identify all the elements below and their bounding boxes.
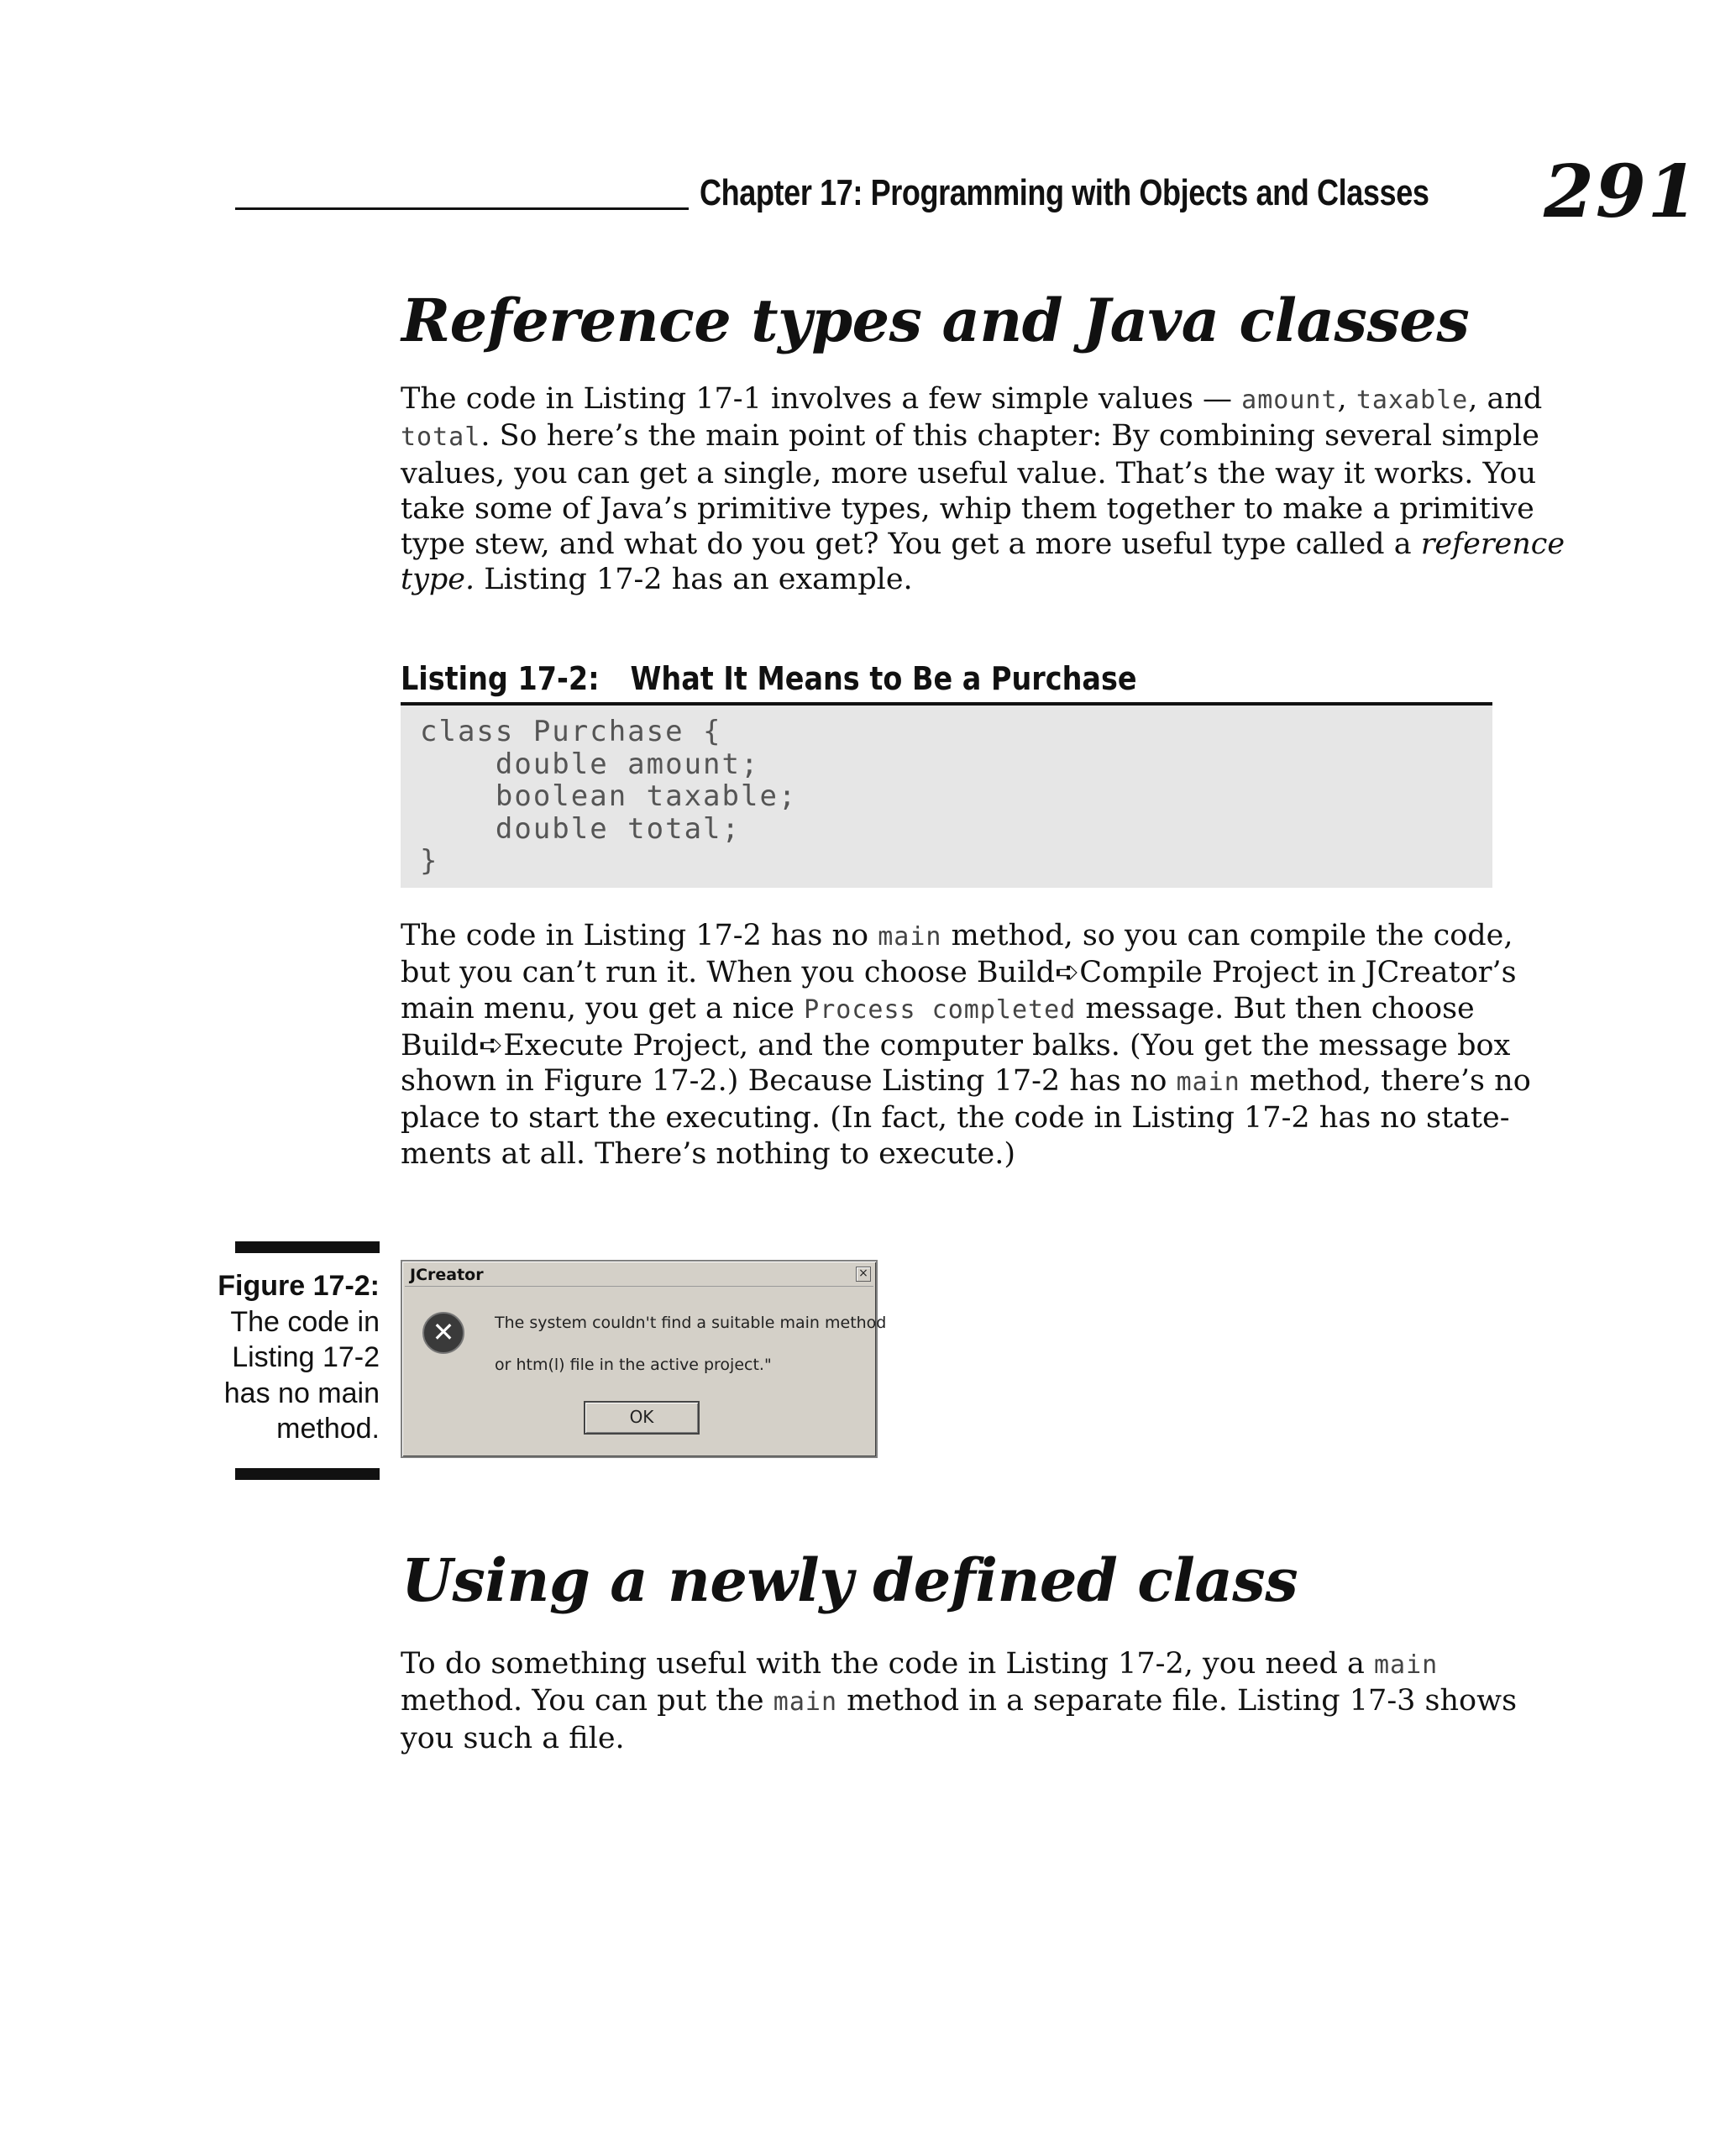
listing-label: Listing 17-2: [401, 660, 600, 697]
inline-code: taxable [1356, 386, 1469, 415]
text-line: take some of Java’s primitive types, whip them together to make a primitive [401, 491, 1534, 526]
inline-code: main [1176, 1068, 1240, 1098]
ok-button[interactable]: OK [584, 1401, 700, 1435]
italic-term: type. [401, 563, 475, 597]
text-line: type. Listing 17-2 has an example. [401, 563, 913, 597]
caption-line: method. [276, 1413, 380, 1445]
text-line: main menu, you get a nice Process completed message. But then choose [401, 991, 1475, 1026]
figure-caption-bar-bottom [235, 1468, 380, 1480]
inline-code: total [401, 422, 481, 453]
text-line: total. So here’s the main point of this chapter: By combining several simple [401, 419, 1539, 454]
dialog-title: JCreator [410, 1266, 484, 1284]
code-listing: class Purchase { double amount; boolean taxable; double total; } [420, 715, 798, 878]
caption-line: has no main [223, 1377, 380, 1409]
figure-caption-bar-top [235, 1241, 380, 1253]
caption-line: The code in [230, 1305, 380, 1338]
inline-code: main [773, 1687, 838, 1718]
inline-code: main [1373, 1650, 1439, 1680]
error-dialog-screenshot [401, 1260, 887, 1458]
listing-title-text: What It Means to Be a Purchase [630, 660, 1137, 697]
page-number: 291 [1544, 150, 1700, 234]
caption-line: Listing 17-2 [232, 1341, 380, 1373]
text-line: you such a file. [401, 1721, 625, 1755]
text-line: type stew, and what do you get? You get a more useful type called a reference [401, 527, 1565, 562]
text-line: The code in Listing 17-1 involves a few simple values — amount, taxable, and [401, 382, 1543, 416]
dialog-message-line: The system couldn't find a suitable main method [495, 1314, 887, 1332]
paragraph-using-class [401, 1646, 1518, 1756]
italic-term: reference [1420, 527, 1565, 562]
paragraph-reference-types [401, 381, 1565, 598]
figure-caption [202, 1268, 380, 1447]
running-head-rule [235, 207, 689, 210]
dialog-titlebar [405, 1264, 873, 1287]
inline-code: amount [1241, 386, 1338, 415]
text-line: Build➪Execute Project, and the computer balks. (You get the message box [401, 1028, 1511, 1062]
close-icon[interactable]: × [856, 1267, 871, 1282]
text-line: method. You can put the main method in a separate file. Listing 17-3 shows [401, 1684, 1518, 1718]
text-line: values, you can get a single, more useful value. That’s the way it works. You [401, 456, 1537, 490]
text-line: The code in Listing 17-2 has no main method, so you can compile the code, [401, 919, 1513, 952]
paragraph-no-main-method [401, 918, 1531, 1172]
inline-code: main [878, 922, 942, 952]
inline-code: Process completed [804, 994, 1077, 1025]
text-line: but you can’t run it. When you choose Build➪Compile Project in JCreator’s [401, 956, 1517, 990]
dialog-message-line: or htm(l) file in the active project." [495, 1356, 772, 1374]
text-line: ments at all. There’s nothing to execute.) [401, 1136, 1016, 1171]
text-line: shown in Figure 17-2.) Because Listing 17-2 has no main method, there’s no [401, 1064, 1531, 1099]
text-line: To do something useful with the code in Listing 17-2, you need a main [401, 1647, 1439, 1681]
section-heading-reference-types: Reference types and Java classes [401, 286, 1470, 355]
error-icon: ✕ [422, 1312, 464, 1354]
running-head-chapter: Chapter 17: Programming with Objects and Classes [700, 172, 1429, 213]
text-line: place to start the executing. (In fact, the code in Listing 17-2 has no state- [401, 1101, 1510, 1136]
listing-title [401, 660, 1137, 697]
figure-label: Figure 17-2: [218, 1270, 380, 1302]
section-heading-using-class: Using a newly defined class [401, 1545, 1298, 1615]
